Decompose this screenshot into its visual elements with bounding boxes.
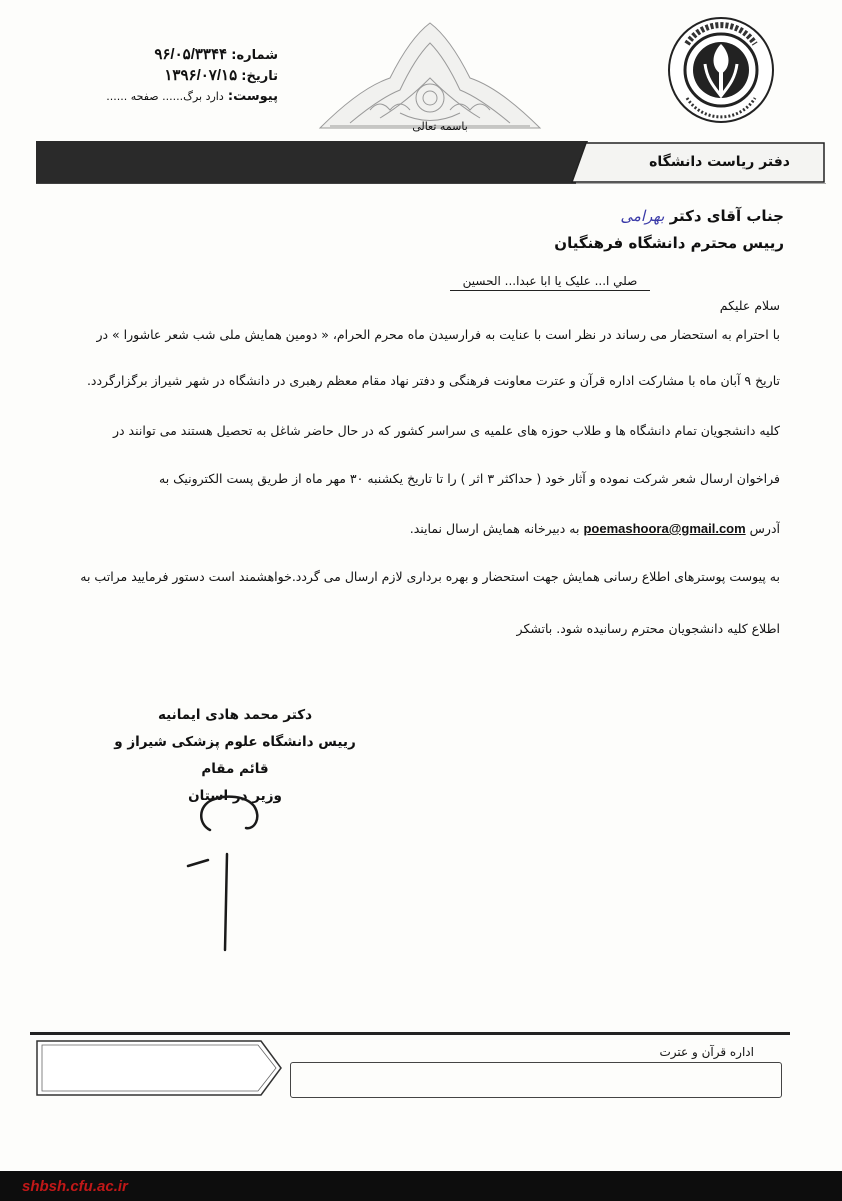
salawat-line: صلي ا... عليک يا ابا عبدا... الحسين [450,274,650,291]
footer-rule [30,1032,790,1035]
address-prefix: آدرس [749,521,780,536]
handwritten-signature [180,790,280,960]
addressee-line1 [384,203,784,230]
body-paragraph-4: فراخوان ارسال شعر شرکت نموده و آثار خود ( حداکثر ۳ اثر ) را تا تاریخ یکشنبه ۳۰ مهر ماه از طریق پست الکترونیک به [159,471,780,486]
letter-attachment-row [88,86,278,107]
watermark-text: shbsh.cfu.ac.ir [22,1178,128,1195]
body-paragraph-3: کلیه دانشجویان تمام دانشگاه ها و طلاب حوزه های علمیه ی سراسر کشور که در حال حاضر شاغل به تحصیل هستند می توانند در [112,423,780,438]
footer-arrow-box [36,1040,282,1096]
body-paragraph-2: تاریخ ۹ آبان ماه با مشارکت اداره قرآن و عترت معاونت فرهنگی و دفتر نهاد مقام معظم رهبری در دانشگاه در شهر شیراز برگزارگردد. [86,373,780,388]
address-suffix: به دبیرخانه همایش ارسال نمایند. [409,521,580,536]
addressee-prefix: جناب آقای دکتر [669,207,784,225]
university-seal-icon [665,14,777,126]
footer-note: اداره قرآن و عترت [659,1045,754,1059]
office-title: دفتر ریاست دانشگاه [649,154,790,170]
signatory-name: دکتر محمد هادی ایمانیه [157,707,313,723]
letter-attachment-value: دارد برگ...... صفحه ...... [106,90,224,103]
signatory-title-1: رییس دانشگاه علوم پزشکی شیراز و قائم مقام [114,734,356,777]
body-paragraph-1: با احترام به استحضار می رساند در نظر است با عنایت به فرارسیدن ماه محرم الحرام، « دومین همایش ملی شب شعر عاشورا » در [96,327,780,342]
greeting: سلام علیکم [719,298,780,313]
body-paragraph-7: اطلاع کلیه دانشجویان محترم رسانیده شود. باتشکر [516,621,780,636]
body-paragraph-5 [64,520,780,538]
letter-attachment-label: پیوست: [227,89,278,104]
bismillah: باسمه تعالی [412,120,468,133]
letter-number-row [88,44,278,65]
letter-date-row [88,65,278,86]
email-link[interactable]: poemashoora@gmail.com [583,521,746,536]
addressee-block [384,203,784,257]
signatory-title-2: وزیر در استان [188,788,282,804]
body-paragraph-6: به پیوست پوسترهای اطلاع رسانی همایش جهت استحضار و بهره برداری لازم ارسال می گردد.خواهشمند است دستور فرمایید مراتب به [80,569,780,584]
letter-date-label: تاریخ: [241,69,278,84]
letter-date-value: ۱۳۹۶/۰۷/۱۵ [164,67,238,84]
letter-number-label: شماره: [231,48,278,63]
footer-box [290,1062,782,1098]
letter-meta [88,44,278,107]
addressee-handwritten-name: بهرامی [620,207,665,225]
addressee-line2: رییس محترم دانشگاه فرهنگیان [554,234,784,252]
letter-number-value: ۹۶/۰۵/۳۳۴۴ [154,46,228,63]
